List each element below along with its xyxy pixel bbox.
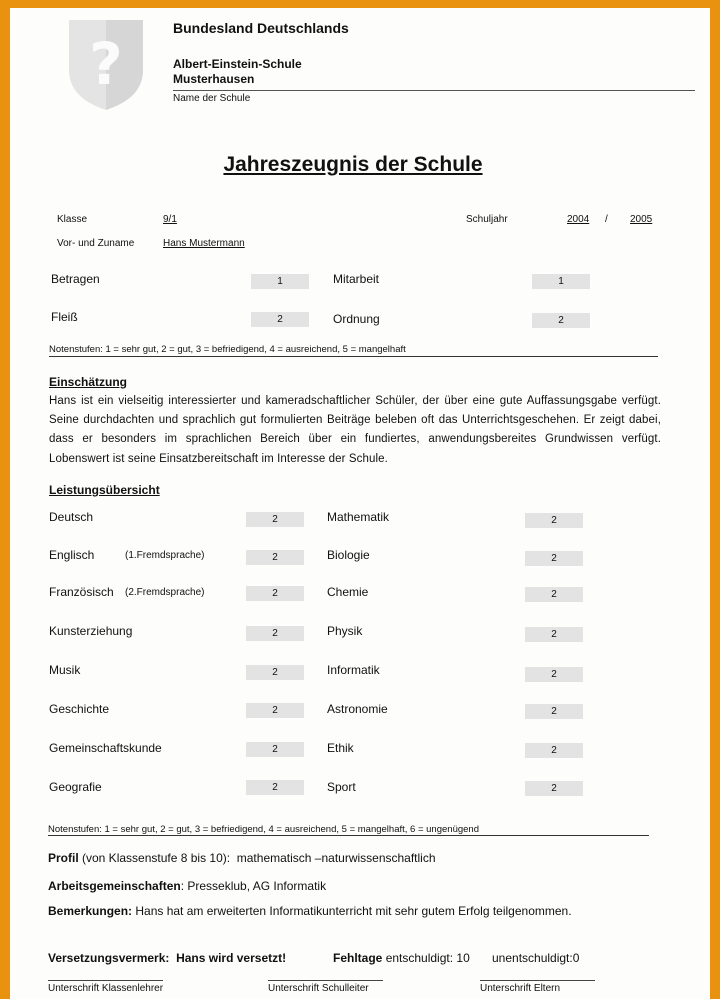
subject-label: Gemeinschaftskunde	[49, 741, 162, 755]
class-label: Klasse	[57, 214, 88, 225]
profile-line	[48, 851, 436, 865]
subject-grade: 2	[525, 704, 583, 719]
subject-grade: 2	[525, 551, 583, 566]
subject-grade: 2	[246, 550, 304, 565]
subject-label: Englisch	[49, 548, 95, 562]
assessment-heading: Einschätzung	[49, 375, 128, 389]
subject-grade: 2	[246, 742, 304, 757]
remarks-label: Bemerkungen:	[48, 904, 133, 918]
subject-note: (2.Fremdsprache)	[125, 587, 205, 598]
subject-grade: 2	[246, 780, 304, 795]
school-name: Albert-Einstein-Schule	[173, 57, 302, 71]
subject-label: Geschichte	[49, 702, 110, 716]
absence-line	[333, 951, 470, 965]
subject-grade: 2	[246, 665, 304, 680]
class-value: 9/1	[163, 214, 177, 225]
header-divider	[173, 90, 695, 91]
subject-label: Musik	[49, 663, 81, 677]
grade-scale-note: Notenstufen: 1 = sehr gut, 2 = gut, 3 = befriedigend, 4 = ausreichend, 5 = mangelhaft, 6 = ungenügend	[48, 824, 479, 835]
conduct-label: Fleiß	[51, 310, 78, 324]
conduct-label: Betragen	[51, 272, 100, 286]
assessment-text: Hans ist ein vielseitig interessierter und kameradschaftlicher Schüler, der über eine gute Auffassungsgabe verfügt. Seine durchdachten und sprachlich gut formulierten Beiträge beleben oft das Unterrichtsgeschehen. Er zeigt dabei, dass er besonders im sprachlichen Bereich über ein fundiertes, anwendungsbereites Grundwissen verfügt. Lobenswert ist seine Einsatzbereitschaft im Interesse der Schule.	[49, 395, 661, 465]
subject-label: Mathematik	[327, 510, 390, 524]
school-year-from: 2004	[567, 214, 590, 225]
promotion-line	[48, 951, 286, 965]
student-name-value: Hans Mustermann	[163, 238, 245, 249]
conduct-grade: 2	[532, 313, 590, 328]
question-mark-shield-icon	[67, 18, 145, 110]
school-year-label: Schuljahr	[466, 214, 508, 225]
subject-label: Astronomie	[327, 702, 388, 716]
state-name: Bundesland Deutschlands	[173, 20, 349, 36]
conduct-grade: 2	[251, 312, 309, 327]
profile-value: mathematisch –naturwissenschaftlich	[236, 851, 436, 865]
school-year-to: 2005	[630, 214, 653, 225]
conduct-grade: 1	[532, 274, 590, 289]
signature-parents: Unterschrift Eltern	[480, 980, 595, 994]
subject-grade: 2	[246, 626, 304, 641]
conduct-grade: 1	[251, 274, 309, 289]
subject-label: Physik	[327, 624, 363, 638]
section-divider	[49, 356, 658, 357]
school-name-caption: Name der Schule	[173, 93, 251, 104]
subject-grade: 2	[525, 781, 583, 796]
subject-note: (1.Fremdsprache)	[125, 550, 205, 561]
subject-label: Geografie	[49, 780, 102, 794]
school-year-separator: /	[605, 214, 608, 225]
signature-principal: Unterschrift Schulleiter	[268, 980, 383, 994]
report-card-page	[10, 8, 710, 999]
conduct-label: Mitarbeit	[333, 272, 380, 286]
subject-grade: 2	[525, 627, 583, 642]
subject-label: Biologie	[327, 548, 370, 562]
subject-label: Chemie	[327, 585, 369, 599]
student-name-label: Vor- und Zuname	[57, 238, 135, 249]
subject-label: Deutsch	[49, 510, 94, 524]
promotion-label: Versetzungsvermerk:	[48, 951, 170, 965]
subject-grade: 2	[525, 587, 583, 602]
profile-range: (von Klassenstufe 8 bis 10):	[78, 851, 231, 865]
working-groups-value: : Presseklub, AG Informatik	[180, 879, 327, 893]
subject-grade: 2	[525, 513, 583, 528]
subject-grade: 2	[525, 743, 583, 758]
subject-label: Französisch	[49, 585, 114, 599]
working-groups-line	[48, 879, 326, 893]
absence-unexcused: unentschuldigt:0	[492, 951, 580, 965]
document-title: Jahreszeugnis der Schule	[223, 153, 483, 176]
school-town: Musterhausen	[173, 72, 255, 86]
section-divider	[48, 835, 649, 836]
profile-label: Profil	[48, 851, 79, 865]
working-groups-label: Arbeitsgemeinschaften	[48, 879, 181, 893]
signature-teacher: Unterschrift Klassenlehrer	[48, 980, 163, 994]
absence-excused: entschuldigt: 10	[385, 951, 470, 965]
performance-heading: Leistungsübersicht	[49, 483, 160, 497]
subject-label: Sport	[327, 780, 356, 794]
remarks-value: Hans hat am erweiterten Informatikunterricht mit sehr gutem Erfolg teilgenommen.	[132, 904, 572, 918]
subject-label: Informatik	[327, 663, 380, 677]
remarks-line	[48, 904, 572, 918]
subject-grade: 2	[246, 703, 304, 718]
conduct-label: Ordnung	[333, 312, 380, 326]
subject-grade: 2	[246, 586, 304, 601]
subject-grade: 2	[246, 512, 304, 527]
subject-grade: 2	[525, 667, 583, 682]
svg-text:?: ?	[89, 30, 123, 98]
absence-label: Fehltage	[333, 951, 383, 965]
grade-scale-note: Notenstufen: 1 = sehr gut, 2 = gut, 3 = befriedigend, 4 = ausreichend, 5 = mangelhaft	[49, 344, 406, 355]
subject-label: Ethik	[327, 741, 354, 755]
subject-label: Kunsterziehung	[49, 624, 133, 638]
promotion-value: Hans wird versetzt!	[176, 951, 287, 965]
